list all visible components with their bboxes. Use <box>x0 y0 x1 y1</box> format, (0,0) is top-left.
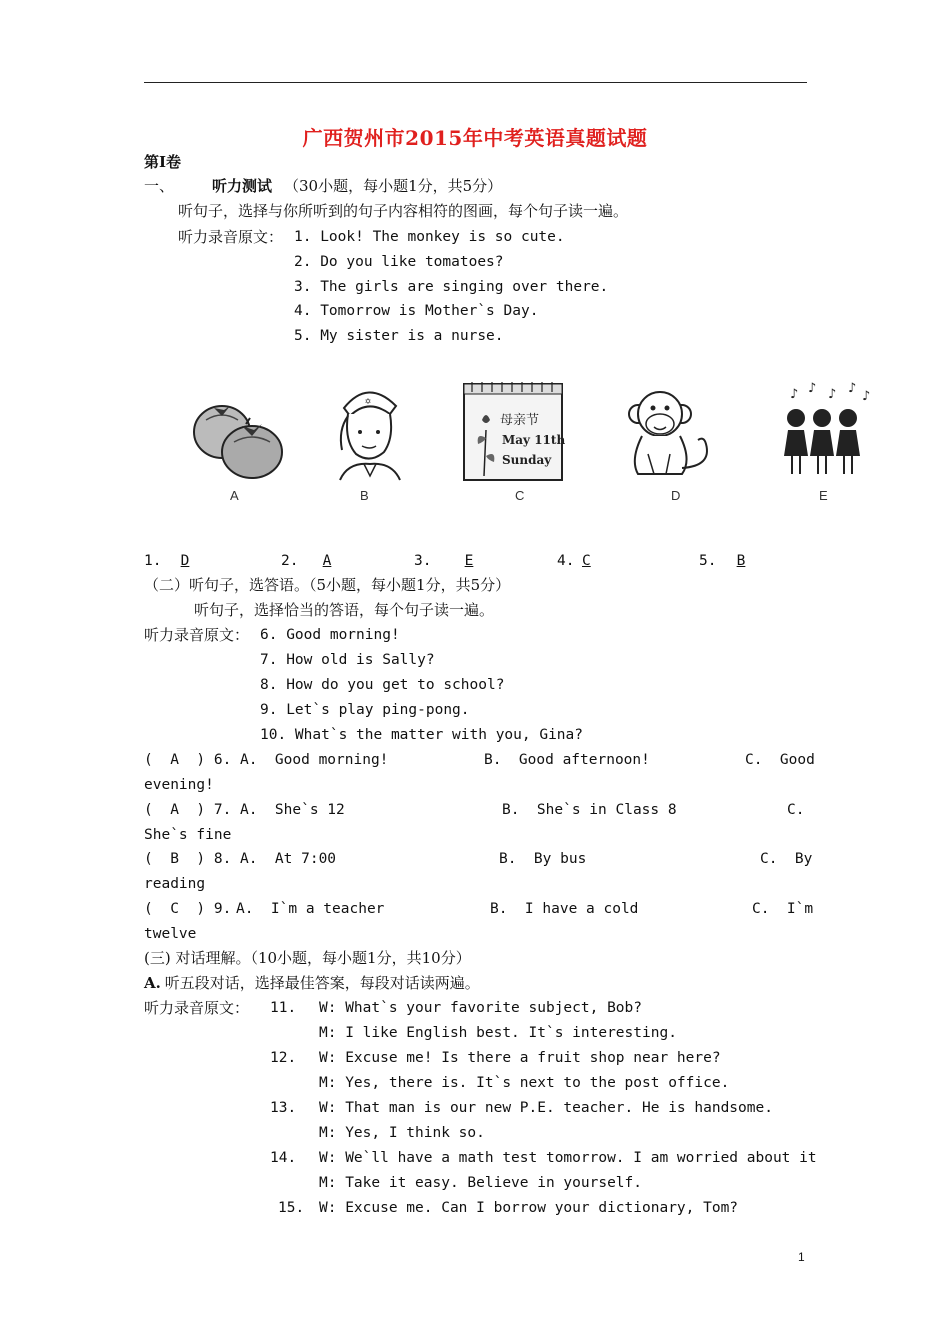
dialogue-woman: W: Excuse me. Can I borrow your dictionary, Tom? <box>319 1200 739 1216</box>
question-key: ( A ) 6. <box>144 752 232 768</box>
dialogue-number: 11. <box>270 1000 297 1016</box>
transcript-sentence: 3. The girls are singing over there. <box>294 279 609 295</box>
option-c-wrap: evening! <box>144 777 214 793</box>
dialogue-number: 15. <box>278 1200 305 1216</box>
section1-heading: 听力测试 <box>212 177 273 195</box>
svg-text:♪: ♪ <box>790 387 799 402</box>
volume-label: 第Ⅰ卷 <box>144 153 182 171</box>
dialogue-man: M: Take it easy. Believe in yourself. <box>319 1175 643 1191</box>
mothers-day-card-picture <box>462 380 567 488</box>
dialogue-woman: W: That man is our new P.E. teacher. He is handsome. <box>319 1100 773 1116</box>
option-c: C. I`m <box>752 901 814 917</box>
section3-heading: (三) 对话理解。（10小题，每小题1分，共10分） <box>144 949 471 967</box>
monkey-picture <box>620 380 720 480</box>
option-a: A. She`s 12 <box>240 802 345 818</box>
option-c-wrap: She`s fine <box>144 827 232 843</box>
option-c: C. Good <box>745 752 815 768</box>
page-title: 广西贺州市2015年中考英语真题试题 <box>302 126 648 150</box>
transcript-sentence: 7. How old is Sally? <box>260 652 435 668</box>
transcript-sentence: 1. Look! The monkey is so cute. <box>294 229 565 245</box>
picture-row <box>190 380 890 505</box>
part-a-label: A. <box>144 974 161 992</box>
question-key: ( C ) 9. <box>144 901 232 917</box>
part-a-instruction: 听五段对话，选择最佳答案，每段对话读两遍。 <box>160 974 480 992</box>
section1-instruction: 听句子，选择与你所听到的句子内容相符的图画，每个句子读一遍。 <box>178 202 629 220</box>
transcript-sentence: 6. Good morning! <box>260 627 400 643</box>
section2-instruction: 听句子，选择恰当的答语，每个句子读一遍。 <box>194 601 495 619</box>
dialogue-number: 14. <box>270 1150 297 1166</box>
option-c: C. <box>787 802 805 818</box>
card-text-holiday: 母亲节 <box>500 413 540 428</box>
singing-girls-picture <box>770 380 880 480</box>
option-a: A. Good morning! <box>240 752 389 768</box>
picture-label: A <box>230 488 239 503</box>
dialogue-number: 12. <box>270 1050 297 1066</box>
answer-number: 1. <box>144 553 162 569</box>
tomatoes-picture <box>190 380 290 485</box>
answer-value: C <box>582 553 591 569</box>
answer-number: 3. <box>414 553 432 569</box>
option-c: C. By <box>760 851 813 867</box>
answer-value: D <box>180 553 190 569</box>
option-b: B. Good afternoon! <box>484 752 650 768</box>
answer-number: 4. <box>557 553 575 569</box>
section2-transcript-label: 听力录音原文： <box>144 626 250 644</box>
transcript-sentence: 5. My sister is a nurse. <box>294 328 504 344</box>
dialogue-man: M: I like English best. It`s interesting. <box>319 1025 677 1041</box>
answer-value: A <box>322 553 332 569</box>
transcript-sentence: 4. Tomorrow is Mother`s Day. <box>294 303 539 319</box>
transcript-sentence: 2. Do you like tomatoes? <box>294 254 504 270</box>
answer-value: B <box>736 553 746 569</box>
picture-label: B <box>360 488 369 503</box>
answer-value: E <box>464 553 474 569</box>
section1-transcript-label: 听力录音原文： <box>178 228 284 246</box>
svg-text:♪: ♪ <box>848 381 857 396</box>
answer-number: 2. <box>281 553 299 569</box>
dialogue-woman: W: We`ll have a math test tomorrow. I am worried about it <box>319 1150 817 1166</box>
transcript-sentence: 9. Let`s play ping-pong. <box>260 702 470 718</box>
section1-desc: （30小题，每小题1分，共5分） <box>284 177 503 195</box>
header-rule <box>144 82 807 83</box>
card-text-day: Sunday <box>502 453 552 467</box>
option-b: B. She`s in Class 8 <box>502 802 677 818</box>
picture-label: C <box>515 488 525 503</box>
picture-label: E <box>819 488 828 503</box>
section3-transcript-label: 听力录音原文： <box>144 999 250 1017</box>
svg-text:♪: ♪ <box>828 387 837 402</box>
option-c-wrap: twelve <box>144 926 197 942</box>
transcript-sentence: 8. How do you get to school? <box>260 677 505 693</box>
dialogue-woman: W: What`s your favorite subject, Bob? <box>319 1000 643 1016</box>
picture-label: D <box>671 488 681 503</box>
section2-heading: （二）听句子，选答语。（5小题，每小题1分，共5分） <box>144 576 511 594</box>
dialogue-woman: W: Excuse me! Is there a fruit shop near here? <box>319 1050 721 1066</box>
card-text-date: May 11th <box>502 433 566 447</box>
question-key: ( A ) 7. <box>144 802 232 818</box>
option-a: A. At 7:00 <box>240 851 337 867</box>
page-number: 1 <box>798 1250 805 1264</box>
option-b: B. I have a cold <box>490 901 639 917</box>
dialogue-number: 13. <box>270 1100 297 1116</box>
transcript-sentence: 10. What`s the matter with you, Gina? <box>260 727 584 743</box>
option-c-wrap: reading <box>144 876 206 892</box>
dialogue-man: M: Yes, there is. It`s next to the post office. <box>319 1075 730 1091</box>
section1-number: 一、 <box>144 177 175 195</box>
svg-text:✡: ✡ <box>364 397 372 406</box>
answer-number: 5. <box>699 553 717 569</box>
question-key: ( B ) 8. <box>144 851 232 867</box>
dialogue-man: M: Yes, I think so. <box>319 1125 485 1141</box>
option-b: B. By bus <box>499 851 587 867</box>
nurse-picture <box>330 380 410 485</box>
option-a: A. I`m a teacher <box>236 901 385 917</box>
svg-text:♪: ♪ <box>808 381 817 396</box>
svg-text:♪: ♪ <box>862 389 871 404</box>
